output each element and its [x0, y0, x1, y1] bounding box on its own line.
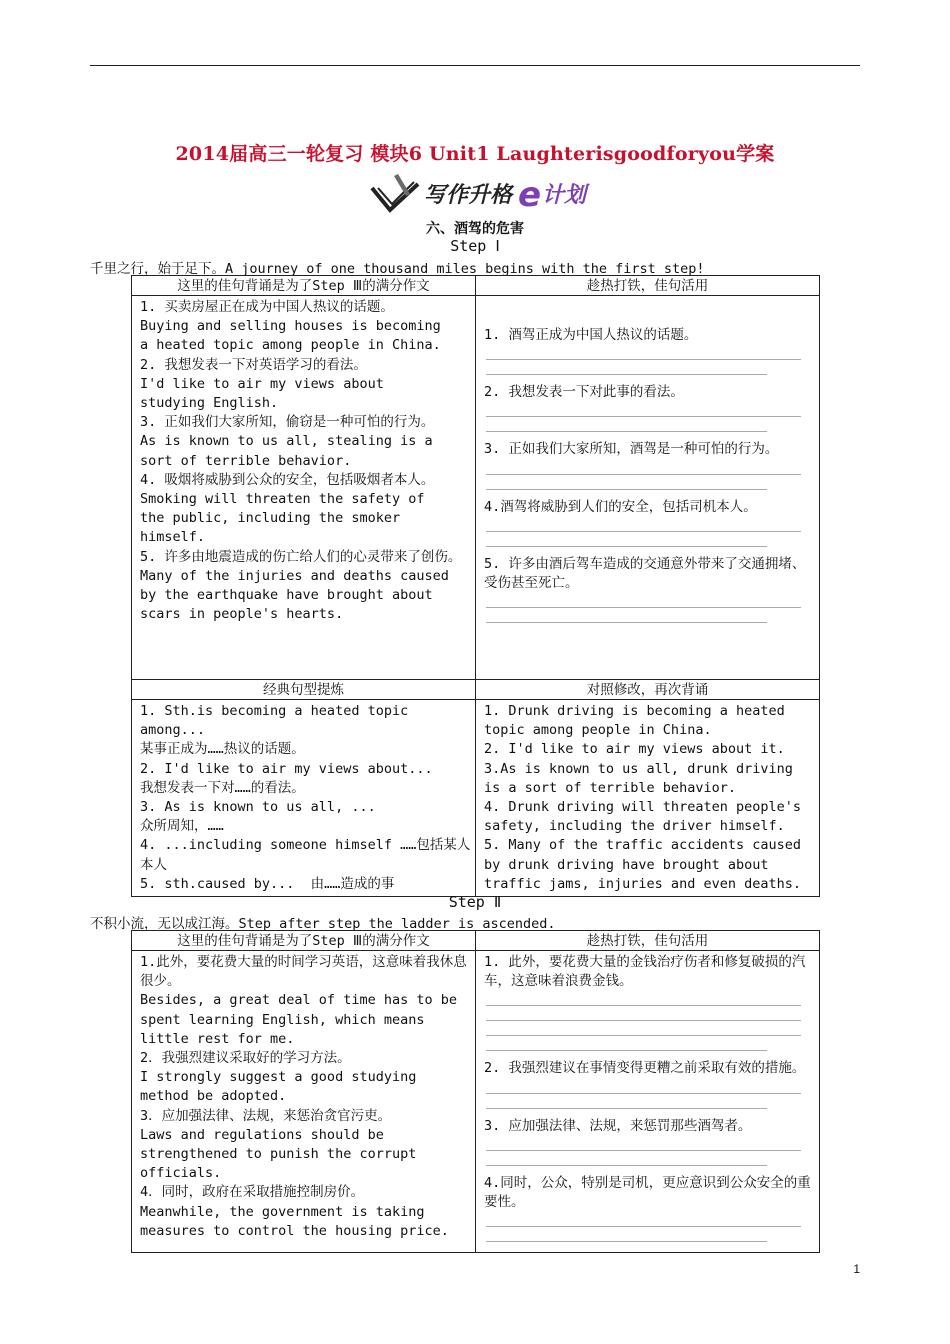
answer-blank-line[interactable]	[486, 1093, 801, 1094]
model-sentence-line: scars in people's hearts.	[140, 606, 344, 623]
model-sentence-line: 4. 吸烟将威胁到公众的安全，包括吸烟者本人。	[140, 471, 435, 488]
answer-blank-line[interactable]	[486, 1020, 801, 1021]
step1-header2-left: 经典句型提炼	[132, 680, 476, 700]
model-sentence-line: strengthened to punish the corrupt	[140, 1146, 417, 1163]
step1-header-right: 趁热打铁，佳句活用	[476, 276, 820, 296]
model-sentence-line: measures to control the housing price.	[140, 1222, 449, 1239]
step1-model-sentences	[132, 296, 476, 680]
answer-line: 4. Drunk driving will threaten people's	[484, 799, 801, 816]
book-pen-icon	[372, 174, 418, 210]
model-sentence-line: 2. 我想发表一下对英语学习的看法。	[140, 356, 367, 373]
answer-blank-line[interactable]	[486, 1165, 767, 1166]
practice-prompt: 2. 我强烈建议在事情变得更糟之前采取有效的措施。	[484, 1060, 806, 1077]
model-sentence-line: As is known to us all, stealing is a	[140, 433, 433, 450]
model-sentence-line: sort of terrible behavior.	[140, 452, 352, 469]
step1-header-left: 这里的佳句背诵是为了Step Ⅲ的满分作文	[132, 276, 476, 296]
model-sentence-line: Smoking will threaten the safety of	[140, 491, 425, 508]
model-sentence-line: I'd like to air my views about	[140, 375, 384, 392]
model-sentence-line: Buying and selling houses is becoming	[140, 318, 441, 335]
practice-prompt: 4.酒驾将威胁到人们的安全，包括司机本人。	[484, 498, 757, 515]
model-sentence-line: 5. 许多由地震造成的伤亡给人们的心灵带来了创伤。	[140, 548, 462, 565]
practice-prompt: 4.同时，公众，特别是司机，更应意识到公众安全的重要性。	[484, 1174, 811, 1211]
answer-blank-line[interactable]	[486, 1035, 801, 1036]
banner-e-logo: e	[518, 175, 542, 215]
model-sentence-line: 3．应加强法律、法规，来惩治贪官污吏。	[140, 1107, 392, 1124]
model-sentence-line: Many of the injuries and deaths caused	[140, 567, 449, 584]
pattern-line: 众所周知，……	[140, 818, 224, 835]
writing-upgrade-banner	[370, 170, 620, 218]
pattern-line: 3. As is known to us all, ...	[140, 799, 376, 816]
step2-practice-cell	[476, 951, 820, 1253]
step1-answers	[476, 700, 820, 897]
pattern-line: 4. ...including someone himself ……包括某人本人	[140, 837, 471, 873]
model-sentence-line: himself.	[140, 529, 206, 546]
answer-blank-line[interactable]	[486, 489, 767, 490]
answer-blank-line[interactable]	[486, 1226, 801, 1227]
pattern-line: 我想发表一下对……的看法。	[140, 779, 305, 796]
answer-blank-line[interactable]	[486, 1150, 801, 1151]
step1-practice-cell	[476, 296, 820, 680]
answer-blank-line[interactable]	[486, 622, 767, 623]
answer-blank-line[interactable]	[486, 416, 801, 417]
section-title: 六、酒驾的危害	[426, 221, 524, 237]
model-sentence-line: a heated topic among people in China.	[140, 337, 441, 354]
answer-blank-line[interactable]	[486, 546, 767, 547]
practice-prompt: 1. 此外，要花费大量的金钱治疗伤者和修复破损的汽车，这意味着浪费金钱。	[484, 954, 806, 990]
pattern-line: 1. Sth.is becoming a heated topic	[140, 703, 409, 719]
model-sentence-line: spent learning English, which means	[140, 1011, 425, 1028]
answer-line: topic among people in China.	[484, 722, 712, 739]
step2-table	[131, 930, 820, 1253]
model-sentence-line: 1.此外，要花费大量的时间学习英语，这意味着我休息很少。	[140, 954, 467, 990]
answer-blank-line[interactable]	[486, 1005, 801, 1006]
pattern-line: 2. I'd like to air my views about...	[140, 760, 433, 777]
model-sentence-line: little rest for me.	[140, 1030, 295, 1047]
step2-label: Step Ⅱ	[448, 893, 502, 911]
answer-line: 5. Many of the traffic accidents caused	[484, 837, 801, 854]
model-sentence-line: the public, including the smoker	[140, 510, 401, 527]
answer-blank-line[interactable]	[486, 359, 801, 360]
answer-line: 3.As is known to us all, drunk driving	[484, 760, 793, 777]
answer-blank-line[interactable]	[486, 531, 801, 532]
practice-prompt: 5. 许多由酒后驾车造成的交通意外带来了交通拥堵、受伤甚至死亡。	[484, 555, 806, 592]
answer-blank-line[interactable]	[486, 431, 767, 432]
pattern-line: 5. sth.caused by... 由……造成的事	[140, 875, 395, 892]
answer-blank-line[interactable]	[486, 607, 801, 608]
answer-line: safety, including the driver himself.	[484, 818, 785, 835]
step1-proverb: 千里之行，始于足下。A journey of one thousand miles begins with the first step!	[90, 261, 705, 277]
answer-blank-line[interactable]	[486, 1241, 767, 1242]
step2-proverb: 不积小流，无以成江海。Step after step the ladder is ascended.	[90, 916, 556, 932]
step2-header-left: 这里的佳句背诵是为了Step Ⅲ的满分作文	[132, 931, 476, 951]
step1-table	[131, 275, 820, 897]
step2-model-sentences	[132, 951, 476, 1253]
document-title: 2014届高三一轮复习 模块6 Unit1 Laughterisgoodforyou学案	[175, 143, 775, 165]
model-sentence-line: studying English.	[140, 395, 279, 412]
pattern-line: 某事正成为……热议的话题。	[140, 741, 305, 758]
answer-blank-line[interactable]	[486, 474, 801, 475]
answer-blank-line[interactable]	[486, 1050, 767, 1051]
model-sentence-line: Meanwhile, the government is taking	[140, 1203, 425, 1220]
step2-header-right: 趁热打铁，佳句活用	[476, 931, 820, 951]
answer-line: traffic jams, injuries and even deaths.	[484, 875, 801, 892]
answer-blank-line[interactable]	[486, 374, 767, 375]
step1-patterns	[132, 700, 476, 897]
step1-header2-right: 对照修改，再次背诵	[476, 680, 820, 700]
model-sentence-line: 3. 正如我们大家所知，偷窃是一种可怕的行为。	[140, 414, 435, 431]
answer-blank-line[interactable]	[486, 1108, 767, 1109]
answer-line: is a sort of terrible behavior.	[484, 779, 736, 796]
model-sentence-line: Besides, a great deal of time has to be	[140, 992, 457, 1009]
model-sentence-line: method be adopted.	[140, 1088, 287, 1105]
header-rule	[90, 65, 860, 66]
model-sentence-line: 4．同时，政府在采取措施控制房价。	[140, 1184, 365, 1201]
banner-suffix: 计划	[542, 183, 587, 208]
model-sentence-line: by the earthquake have brought about	[140, 587, 433, 604]
model-sentence-line: Laws and regulations should be	[140, 1126, 384, 1143]
model-sentence-line: 1. 买卖房屋正在成为中国人热议的话题。	[140, 299, 394, 315]
model-sentence-line: 2．我强烈建议采取好的学习方法。	[140, 1050, 351, 1067]
pattern-line: among...	[140, 722, 206, 739]
practice-prompt: 3. 正如我们大家所知，酒驾是一种可怕的行为。	[484, 441, 779, 458]
answer-line: by drunk driving have brought about	[484, 856, 769, 873]
answer-line: 1. Drunk driving is becoming a heated	[484, 703, 785, 719]
practice-prompt: 3. 应加强法律、法规，来惩罚那些酒驾者。	[484, 1117, 752, 1134]
practice-prompt: 1. 酒驾正成为中国人热议的话题。	[484, 327, 698, 343]
model-sentence-line: officials.	[140, 1165, 222, 1182]
page-number: 1	[853, 1262, 860, 1276]
answer-line: 2. I'd like to air my views about it.	[484, 741, 785, 758]
practice-prompt: 2. 我想发表一下对此事的看法。	[484, 384, 684, 401]
model-sentence-line: I strongly suggest a good studying	[140, 1069, 417, 1086]
banner-text: 写作升格	[424, 183, 513, 208]
step1-label: Step Ⅰ	[450, 237, 500, 255]
